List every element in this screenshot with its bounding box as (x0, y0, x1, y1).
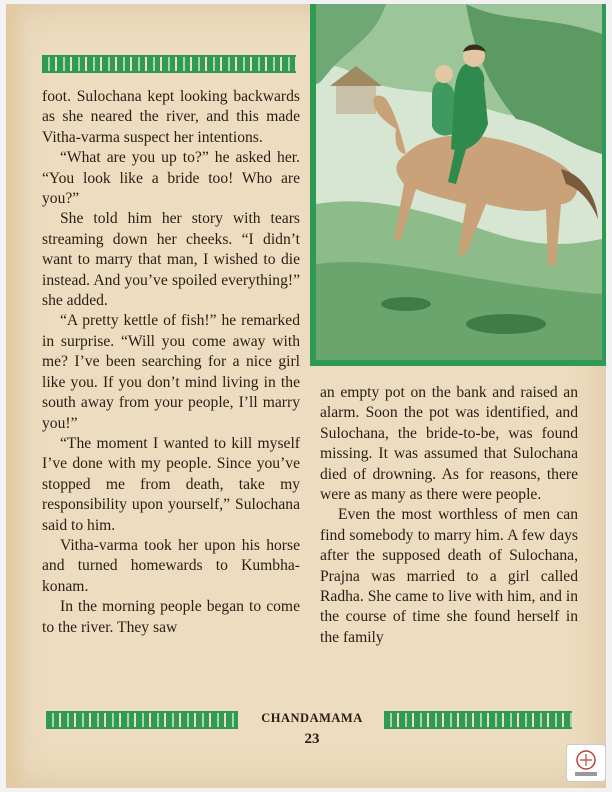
footer-ornament-left (46, 711, 238, 729)
archive-stamp-logo (566, 744, 606, 782)
footer-ornament-right (384, 711, 572, 729)
paragraph: “The moment I wanted to kill myself I’ve done with my people. Since you’ve stopped me from death, take my responsibility upon yourself,” Sulochana said to him. (42, 434, 300, 534)
left-text-column (42, 87, 300, 638)
paragraph: Even the most worthless of men can find somebody to marry him. A few days after the supposed death of Sulochana, Prajna was married to a girl called Radha. She came to live with him, and in the course of time she found herself in the family (320, 506, 578, 646)
magazine-title: CHANDAMAMA (261, 711, 363, 725)
paragraph: an empty pot on the bank and raised an alarm. Soon the pot was identified, and Sulochana, the bride-to-be, was found missing. It was assumed that Sulochana died of drowning. As for reasons, there were as many as there were people. (320, 384, 578, 504)
paragraph: foot. Sulochana kept looking backwards as she neared the river, and this made Vitha-varma suspect her intentions. (42, 88, 300, 146)
story-illustration (310, 4, 606, 366)
paragraph: “What are you up to?” he asked her. “You look like a bride too! Who are you?” (42, 149, 300, 208)
paragraph: Vitha-varma took her upon his horse and turned homewards to Kumbha-konam. (42, 536, 300, 595)
paragraph: She told him her story with tears streaming down her cheeks. “I didn’t want to marry that man, I wished to die instead. And you’ve spoiled everything!” she added. (42, 210, 300, 310)
right-text-column (320, 383, 578, 648)
page-number: 23 (304, 731, 320, 747)
paragraph: In the morning people began to come to the river. They saw (42, 598, 300, 636)
stamp-icon (567, 745, 605, 781)
top-ornament-border (42, 55, 296, 73)
page-binding-shadow (6, 4, 26, 788)
horse-riders-illustration (316, 4, 602, 360)
paragraph: “A pretty kettle of fish!” he remarked in surprise. “Will you come away with me? I’ve been searching for a nice girl like you. If you don’t mind living in the south away from your people, I’ll marry you!” (42, 312, 300, 432)
